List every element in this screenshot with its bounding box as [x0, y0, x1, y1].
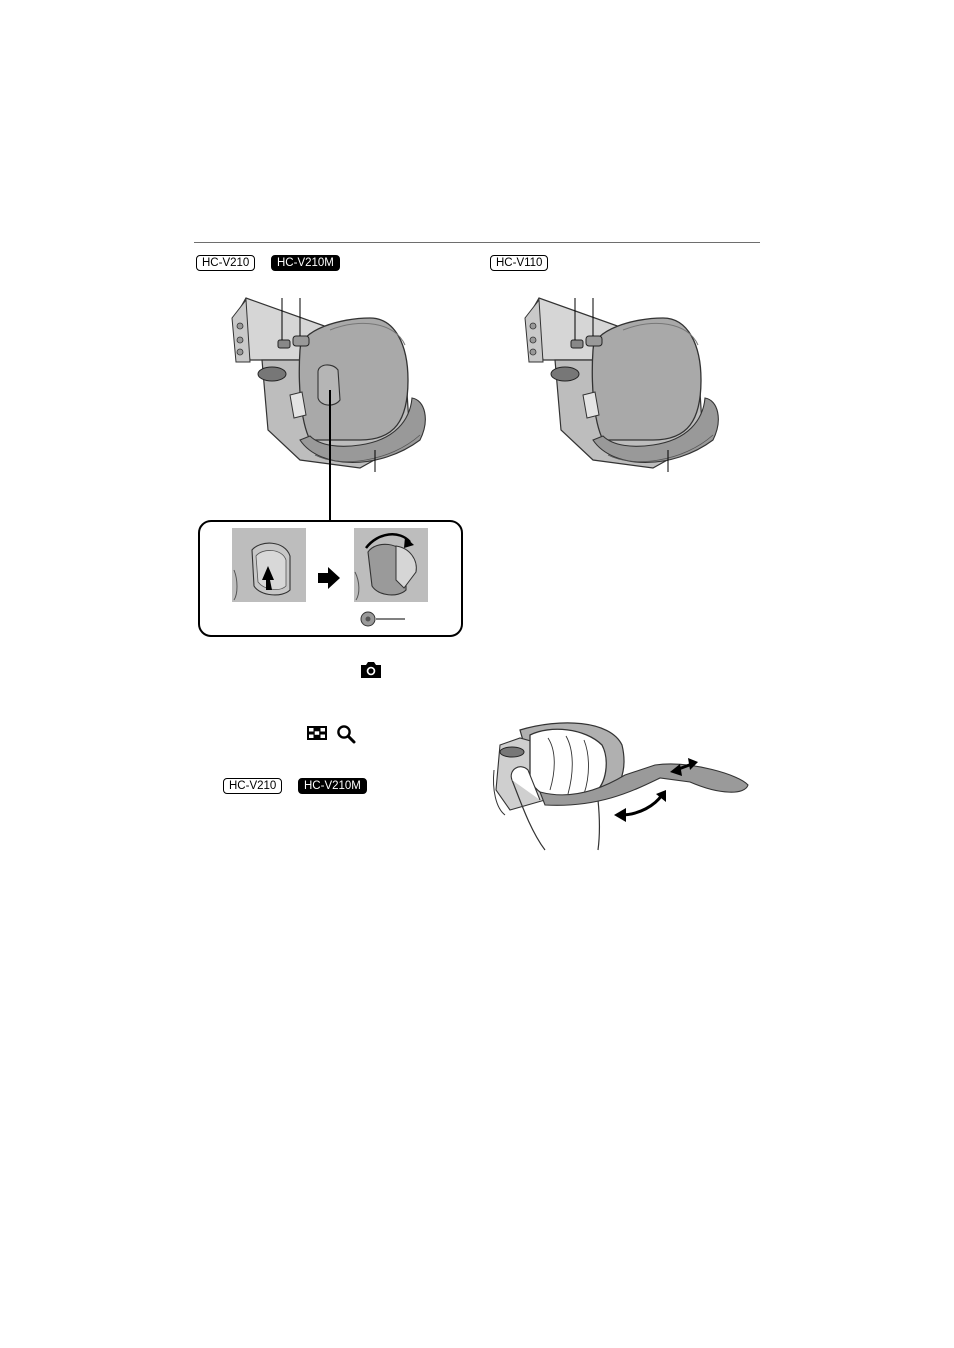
- lower-model-badge-hc-v210m: HC-V210M: [298, 778, 367, 794]
- lower-model-badge-hc-v210: HC-V210: [223, 778, 282, 794]
- model-badge-hc-v210: HC-V210: [196, 255, 255, 271]
- model-badge-hc-v210m: HC-V210M: [271, 255, 340, 271]
- model-badge-hc-v110: HC-V110: [490, 255, 548, 271]
